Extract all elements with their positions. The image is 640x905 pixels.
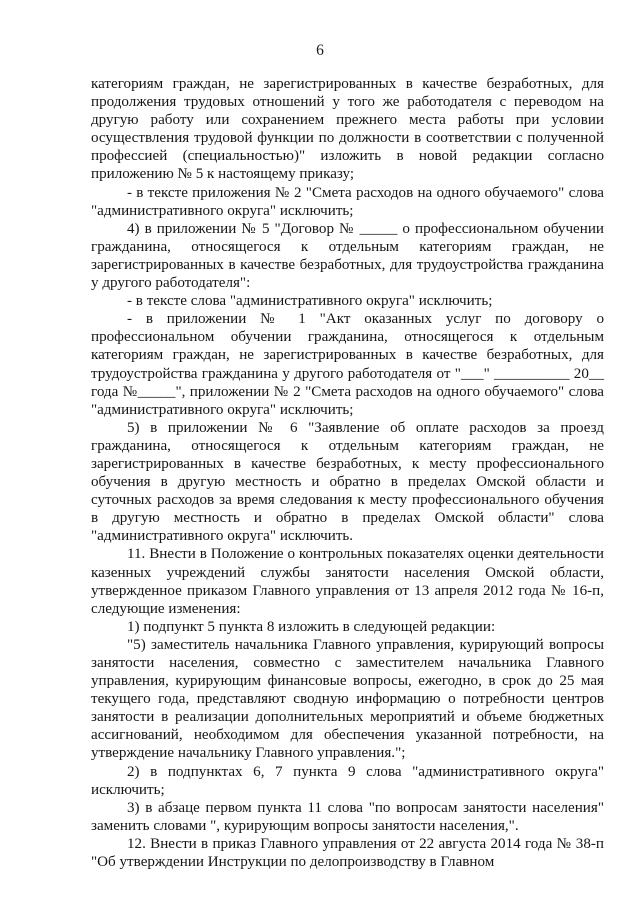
paragraph-continuation: категориям граждан, не зарегистрированных в качестве безработных, для продолжения трудовых отношений у того же работодателя с переводом на другую работу или сохранением прежнего места работы при условии осуществления трудовой функции по должности в соответствии с полученной профессией (специальностью)" изложить в новой редакции согласно приложению № 5 к настоящему приказу;: [91, 76, 604, 183]
paragraph-smeta-removal: - в тексте приложения № 2 "Смета расходов на одного обучаемого" слова "административного округа" исключить;: [91, 184, 604, 219]
paragraph-point-11: 11. Внести в Положение о контрольных показателях оценки деятельности казенных учреждений службы занятости населения Омской области, утвержденное приказом Главного управления от 13 апреля 2012 года № 16-п, следующие изменения:: [91, 546, 604, 617]
paragraph-item-4-text: - в тексте слова "административного округа" исключить;: [127, 293, 493, 310]
paragraph-subitem-1: 1) подпункт 5 пункта 8 изложить в следующей редакции:: [127, 618, 496, 635]
paragraph-item-4: 4) в приложении № 5 "Договор № _____ о профессиональном обучении гражданина, относящегося к отдельным категориям граждан, не зарегистрированных в качестве безработных, для трудоустройства гражданина у другого работодателя":: [91, 220, 604, 292]
paragraph-subitem-3: 3) в абзаце первом пункта 11 слова "по вопросам занятости населения" заменить словами ", курирующим вопросы занятости населения,".: [91, 799, 604, 834]
paragraph-subitem-2: 2) в подпунктах 6, 7 пункта 9 слова "административного округа" исключить;: [91, 763, 604, 798]
document-body: [91, 75, 604, 871]
page-number: 6: [316, 42, 324, 59]
paragraph-item-5: 5) в приложении № 6 "Заявление об оплате расходов за проезд гражданина, относящегося к отдельным категориям граждан, не зарегистрированных в качестве безработных, к месту профессионального обучения в другую местность и обратно в пределах Омской области и суточных расходов за время следования к месту профессионального обучения в другую местность и обратно в пределах Омской области" слова "административного округа" исключить.: [91, 419, 604, 545]
paragraph-point-12: 12. Внести в приказ Главного управления от 22 августа 2014 года № 38-п "Об утверждении Инструкции по делопроизводству в Главном: [91, 835, 604, 871]
paragraph-item-4-appendix: - в приложении № 1 "Акт оказанных услуг по договору о профессиональном обучении гражданина, относящегося к отдельным категориям граждан, не зарегистрированных в качестве безработных, для трудоустройства гражданина у другого работодателя от "___" __________ 20__ года №_____", приложении № 2 "Смета расходов на одного обучаемого" слова "административного округа" исключить;: [91, 311, 604, 418]
paragraph-new-redaction: "5) заместитель начальника Главного управления, курирующий вопросы занятости населения, совместно с заместителем начальника Главного управления, курирующим финансовые вопросы, ежегодно, в срок до 25 мая текущего года, представляют сводную информацию о потребности центров занятости в реализации дополнительных мероприятий и объеме бюджетных ассигнований, необходимом для обеспечения указанной потребности, на утверждение начальнику Главного управления.";: [91, 636, 604, 762]
